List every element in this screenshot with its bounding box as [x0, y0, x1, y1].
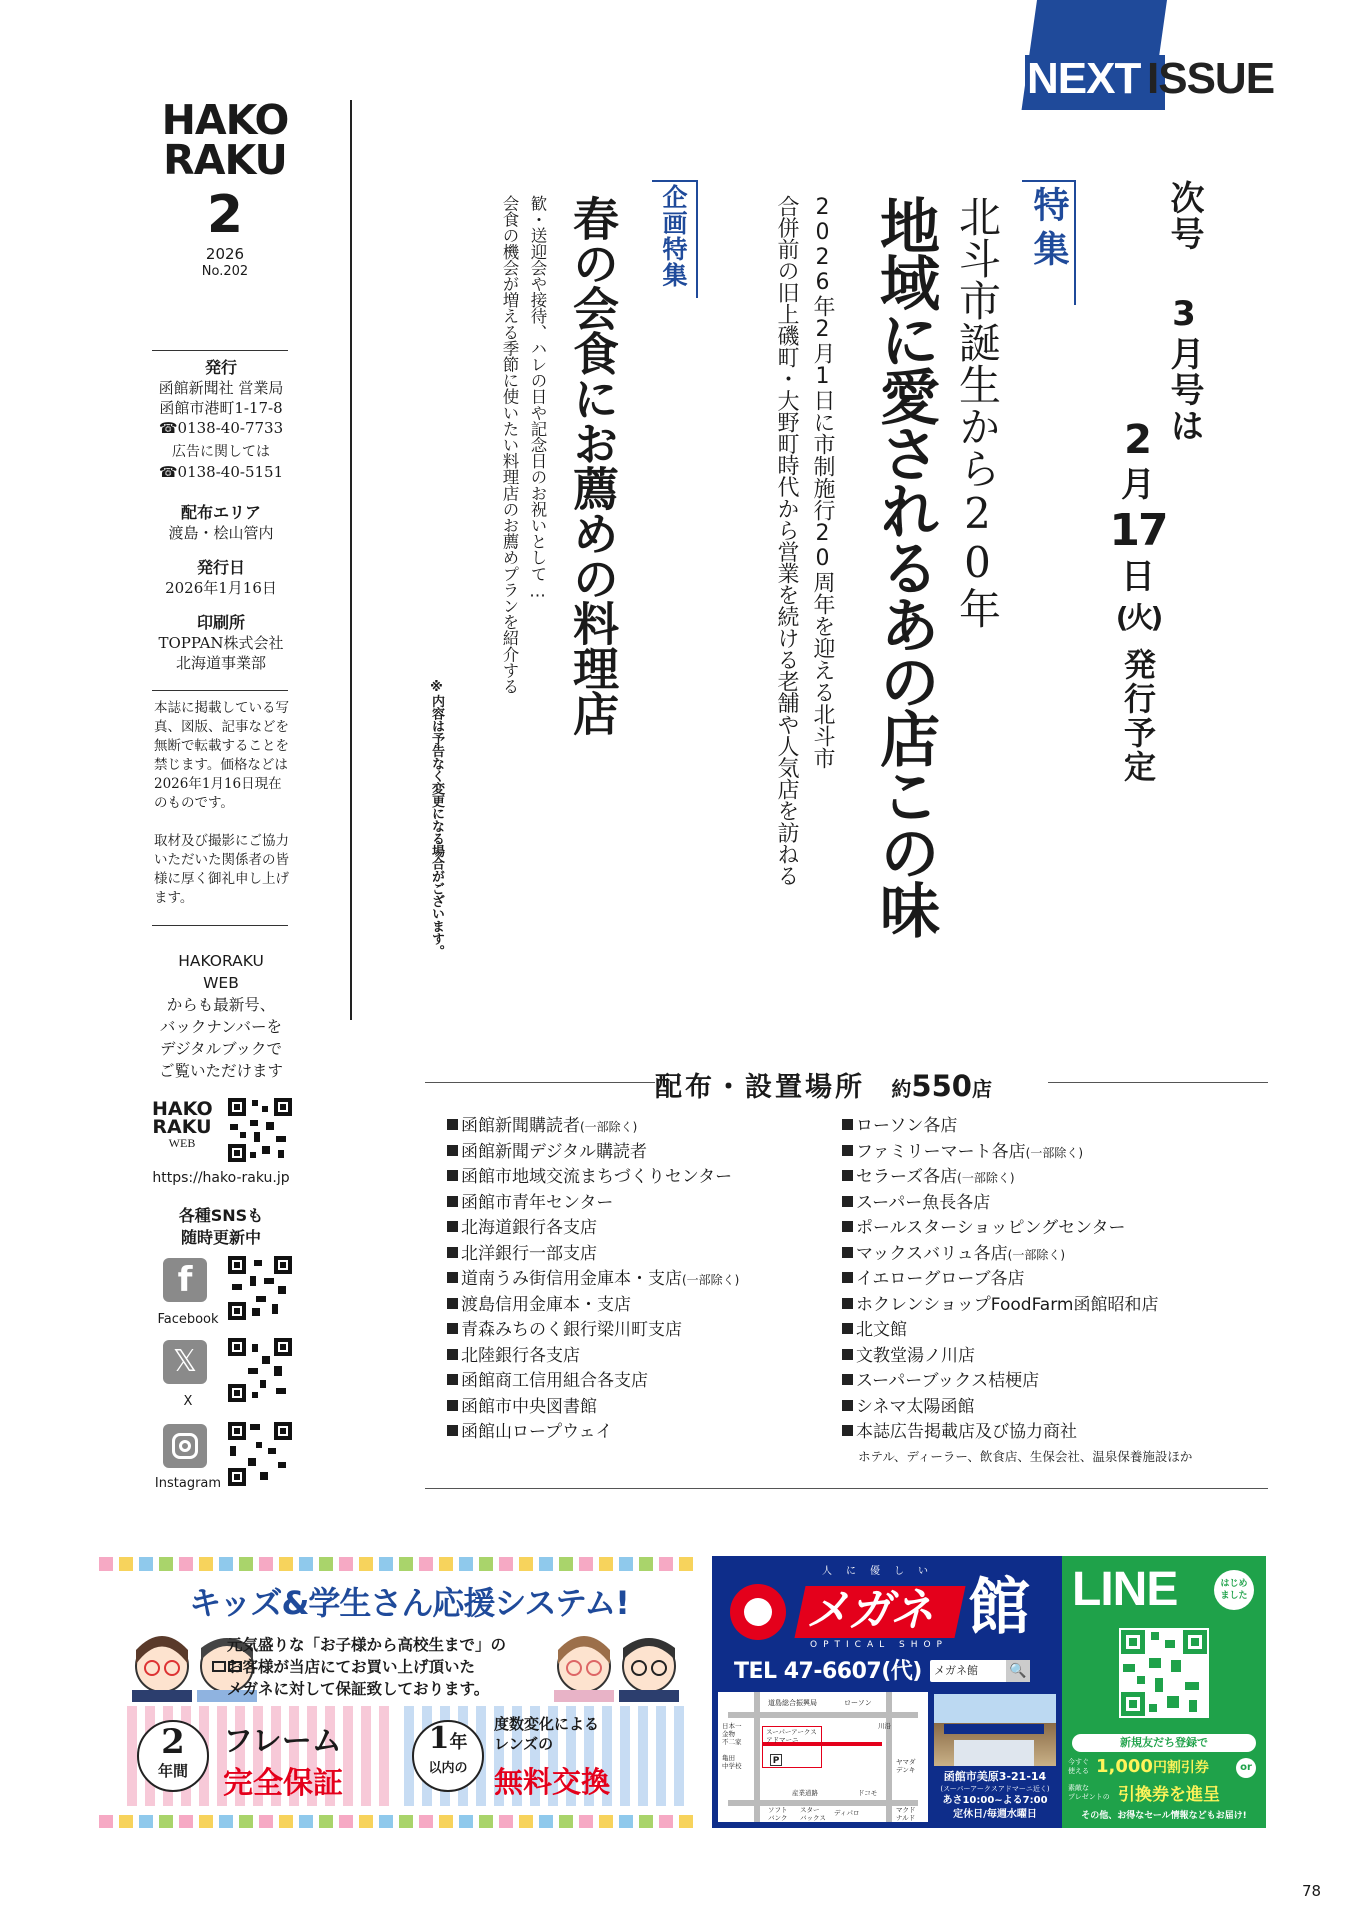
kids-ad-title: キッズ&学生さん応援システム!	[189, 1584, 629, 1622]
distribution-item: 北陸銀行各支店	[447, 1344, 739, 1370]
disclaimer: ※内容は予告なく変更になる場合がございます。	[429, 680, 444, 957]
megane-map: 道島総合振興局 ローソン 日本一 金物 不二家 スーパーアークス アドマーニ 川沿 亀田 中学校 P 産業道路 ドコモ ヤマダ デンキ ソフト バンク スター バックス ディパロ マクド ナルド	[718, 1692, 928, 1822]
distribution-item: イエローグローブ各店	[842, 1267, 1158, 1293]
distribution-item: シネマ太陽函館	[842, 1395, 1158, 1421]
distribution-item: 函館商工信用組合各支店	[447, 1369, 739, 1395]
instagram-label: Instagram	[154, 1476, 222, 1491]
megane-tagline: 人に優しい	[822, 1566, 942, 1577]
megane-brand: メガネ	[806, 1585, 932, 1636]
distribution-item: 函館市中央図書館	[447, 1395, 739, 1421]
thanks-notice: 取材及び撮影にご協力いただいた関係者の皆様に厚く御礼申し上げます。	[154, 833, 289, 906]
web-url[interactable]: https://hako-raku.jp	[152, 1170, 290, 1186]
megane-brand-kan: 館	[968, 1570, 1031, 1643]
issue-date-block: 発行日 2026年1月16日	[165, 558, 277, 597]
distribution-item: セラーズ各店(一部除く)	[842, 1165, 1158, 1191]
distribution-title: 配布・設置場所 約550店	[655, 1069, 992, 1103]
distribution-item: 青森みちのく銀行梁川町支店	[447, 1318, 739, 1344]
dist-rule-right	[1048, 1082, 1268, 1083]
lens-exchange-box: 1年 以内の 度数変化による レンズの 無料交換	[404, 1706, 684, 1806]
ad-megane-kan[interactable]	[712, 1556, 1062, 1828]
distribution-item: スーパーブックス桔梗店	[842, 1369, 1158, 1395]
sns-heading: 各種SNSも 随時更新中	[178, 1206, 264, 1247]
distribution-item: 函館市地域交流まちづくりセンター	[447, 1165, 739, 1191]
web-qr-code[interactable]	[228, 1098, 292, 1162]
feature-tag: 特集	[1028, 186, 1069, 274]
line-logo: LINE	[1072, 1563, 1178, 1616]
publisher-block: 発行 函館新聞社 営業局 函館市港町1-17-8 ☎0138-40-7733 広告に関しては ☎0138-40-5151	[158, 358, 284, 481]
special-title: 春の会食にお薦めの料理店	[566, 195, 620, 735]
feature-lead-2: 合併前の旧上磯町・大野町時代から営業を続ける老舗や人気店を訪ねる	[774, 195, 799, 887]
facebook-qr-code[interactable]	[228, 1256, 292, 1320]
special-lead-1: 歓・送迎会や接待、ハレの日や記念日のお祝いとして…	[528, 195, 547, 601]
instagram-qr-code[interactable]	[228, 1422, 292, 1486]
store-photo	[934, 1694, 1056, 1766]
dist-rule-left	[425, 1082, 655, 1083]
distribution-item: ローソン各店	[842, 1114, 1158, 1140]
instagram-icon[interactable]	[163, 1424, 207, 1468]
area-block: 配布エリア 渡島・桧山管内	[168, 503, 274, 542]
distribution-item: 函館市青年センター	[447, 1191, 739, 1217]
distribution-item: 本誌広告掲載店及び協力商社	[842, 1420, 1158, 1446]
column-divider	[350, 100, 352, 1020]
search-icon: 🔍	[1006, 1660, 1030, 1682]
ad-kids-support[interactable]	[99, 1556, 704, 1828]
printer-block: 印刷所 TOPPAN株式会社 北海道事業部	[158, 613, 284, 672]
distribution-item: 函館新聞購読者(一部除く)	[447, 1114, 739, 1140]
web-info: HAKORAKU WEB からも最新号、 バックナンバーを デジタルブックで ご覧いただけます	[158, 952, 283, 1080]
line-register: 新規友だち登録で	[1072, 1734, 1256, 1752]
issue-year: 2026	[205, 245, 245, 263]
x-label: X	[183, 1394, 193, 1409]
badge-next: NEXT	[1027, 54, 1141, 103]
distribution-item: 北海道銀行各支店	[447, 1216, 739, 1242]
distribution-item: マックスバリュ各店(一部除く)	[842, 1242, 1158, 1268]
megane-logo-mark	[730, 1584, 786, 1640]
x-qr-code[interactable]	[228, 1338, 292, 1402]
distribution-list-left	[447, 1114, 739, 1446]
ad-line-friends[interactable]: LINE はじめ ました 新規友だち登録で 今すぐ 使える 1,000円割引券 or 素敵な プレゼントの 引換券を進呈 その他、お得なセール情報などもお届け!	[1062, 1556, 1266, 1828]
next-issue-badge	[1005, 0, 1305, 118]
phone-icon: ☎	[158, 463, 178, 481]
web-logo: HAKO RAKU WEB	[152, 1098, 213, 1150]
phone-icon: ☎	[158, 419, 178, 437]
megane-sub: OPTICAL SHOP	[810, 1640, 948, 1650]
megane-address-block: 函館市美原3-21-14 (スーパーアークスアドマーニ近く) あさ10:00~よる7:00 定休日/毎週水曜日	[940, 1770, 1050, 1820]
issue-month: 2	[206, 185, 244, 245]
next-issue-date: 2 月 17 日 (火) 発行予定	[1109, 417, 1167, 784]
feature-subtitle: 北斗市誕生から20年	[953, 195, 1002, 629]
distribution-item: ファミリーマート各店(一部除く)	[842, 1140, 1158, 1166]
next-issue-label: 次号 3月号は	[1164, 180, 1204, 444]
x-icon[interactable]: 𝕏	[163, 1340, 207, 1384]
distribution-note: ホテル、ディーラー、飲食店、生保会社、温泉保養施設ほか	[858, 1449, 1193, 1464]
feature-title: 地域に愛されるあの店この味	[870, 195, 940, 936]
facebook-icon[interactable]: f	[163, 1258, 207, 1302]
distribution-item: 渡島信用金庫本・支店	[447, 1293, 739, 1319]
line-badge: はじめ ました	[1214, 1570, 1254, 1610]
page-number: 78	[1302, 1882, 1322, 1900]
issue-number: No.202	[201, 264, 249, 279]
megane-tel: TEL 47-6607(代)	[734, 1659, 922, 1684]
distribution-item: 函館山ロープウェイ	[447, 1420, 739, 1446]
distribution-item: 北文館	[842, 1318, 1158, 1344]
special-lead-2: 会食の機会が増える季節に使いたい料理店のお薦めプランを紹介する	[500, 195, 519, 695]
dist-rule-bottom	[425, 1488, 1268, 1489]
distribution-list-right	[842, 1114, 1158, 1446]
distribution-item: ポールスターショッピングセンター	[842, 1216, 1158, 1242]
masthead-logo: HAKO RAKU	[161, 96, 289, 184]
line-footer: その他、お得なセール情報などもお届け!	[1081, 1811, 1247, 1821]
distribution-item: 文教堂湯ノ川店	[842, 1344, 1158, 1370]
copyright-notice: 本誌に掲載している写真、図版、記事などを無断で転載することを禁じます。価格などは2026年1月16日現在のものです。	[154, 700, 289, 811]
distribution-item: スーパー魚長各店	[842, 1191, 1158, 1217]
kids-ad-body: 元気盛りな「お子様から高校生まで」の お客様が当店にてお買い上げ頂いた メガネに対して保証致しております。	[227, 1636, 507, 1698]
distribution-item: 道南うみ街信用金庫本・支店(一部除く)	[447, 1267, 739, 1293]
line-qr-code[interactable]	[1119, 1628, 1209, 1718]
badge-issue: ISSUE	[1147, 54, 1275, 103]
feature-lead-1: 2026年2月1日に市制施行20周年を迎える北斗市	[810, 195, 835, 769]
distribution-item: 函館新聞デジタル購読者	[447, 1140, 739, 1166]
frame-warranty-box: 2 年間 フレーム 完全保証	[127, 1706, 397, 1806]
special-tag: 企画特集	[659, 184, 688, 288]
megane-search-box[interactable]: メガネ館 🔍	[930, 1660, 1030, 1682]
distribution-item: ホクレンショップFoodFarm函館昭和店	[842, 1293, 1158, 1319]
facebook-label: Facebook	[157, 1312, 219, 1327]
distribution-item: 北洋銀行一部支店	[447, 1242, 739, 1268]
